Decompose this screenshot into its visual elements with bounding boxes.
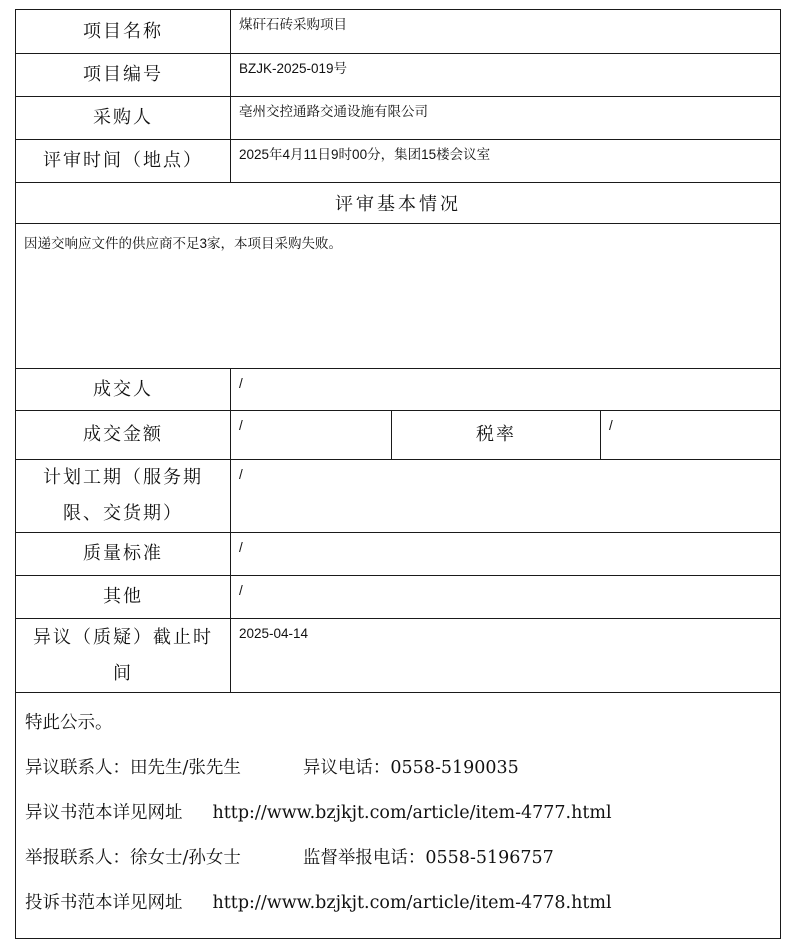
objection-contact-label: 异议联系人： <box>25 758 130 778</box>
project-name-value: 煤矸石砖采购项目 <box>231 10 781 54</box>
row-other <box>16 576 781 619</box>
objection-deadline-label <box>16 619 231 693</box>
notice-intro: 特此公示。 <box>25 713 113 733</box>
public-notice <box>16 693 781 939</box>
objection-phone: 0558-5190035 <box>390 758 519 778</box>
purchaser-value: 亳州交控通路交通设施有限公司 <box>231 97 781 140</box>
quality-label: 质量标准 <box>16 533 231 576</box>
tax-rate-label: 税率 <box>392 411 601 460</box>
objection-deadline-label-line1: 异议（质疑）截止时 <box>33 626 213 648</box>
report-contact-names: 徐女士/孙女士 <box>130 848 241 868</box>
project-name-label: 项目名称 <box>16 10 231 54</box>
other-value: / <box>231 576 781 619</box>
objection-phone-label: 异议电话： <box>302 758 391 778</box>
complaint-template-link[interactable]: http://www.bzjkjt.com/article/item-4778.html <box>212 893 612 913</box>
winner-value: / <box>231 369 781 411</box>
objection-template-link[interactable]: http://www.bzjkjt.com/article/item-4777.html <box>212 803 612 823</box>
objection-contact-line <box>25 754 780 799</box>
row-project-no <box>16 54 781 97</box>
period-label-line1: 计划工期（服务期 <box>43 467 203 488</box>
winner-label: 成交人 <box>16 369 231 411</box>
project-no-value: BZJK-2025-019号 <box>231 54 781 97</box>
review-summary: 因递交响应文件的供应商不足3家，本项目采购失败。 <box>16 224 781 369</box>
objection-template-line <box>25 799 780 844</box>
period-label-line2: 限、交货期） <box>63 503 183 524</box>
report-contact-line <box>25 844 780 889</box>
row-purchaser <box>16 97 781 140</box>
other-label: 其他 <box>16 576 231 619</box>
objection-deadline-label-line2: 间 <box>113 662 133 684</box>
period-label <box>16 460 231 533</box>
report-phone-label: 监督举报电话： <box>302 848 426 868</box>
row-winner <box>16 369 781 411</box>
row-project-name <box>16 10 781 54</box>
report-phone: 0558-5196757 <box>425 848 554 868</box>
row-period <box>16 460 781 533</box>
tax-rate-value: / <box>601 411 781 460</box>
objection-deadline-value: 2025-04-14 <box>231 619 781 693</box>
section-title: 评审基本情况 <box>16 183 781 224</box>
objection-template-label: 异议书范本详见网址 <box>25 803 183 823</box>
row-notice <box>16 693 781 939</box>
result-table <box>15 9 781 939</box>
complaint-template-line <box>25 889 780 934</box>
period-value: / <box>231 460 781 533</box>
quality-value: / <box>231 533 781 576</box>
review-time-label: 评审时间（地点） <box>16 140 231 183</box>
row-summary <box>16 224 781 369</box>
amount-value: / <box>231 411 392 460</box>
report-contact-label: 举报联系人： <box>25 848 130 868</box>
row-quality <box>16 533 781 576</box>
project-no-label: 项目编号 <box>16 54 231 97</box>
complaint-template-label: 投诉书范本详见网址 <box>25 893 183 913</box>
review-time-value: 2025年4月11日9时00分，集团15楼会议室 <box>231 140 781 183</box>
row-section-title <box>16 183 781 224</box>
amount-label: 成交金额 <box>16 411 231 460</box>
row-objection-deadline <box>16 619 781 693</box>
row-review-time <box>16 140 781 183</box>
purchaser-label: 采购人 <box>16 97 231 140</box>
announcement-document <box>15 9 780 939</box>
row-amount <box>16 411 781 460</box>
objection-contact-names: 田先生/张先生 <box>130 758 241 778</box>
